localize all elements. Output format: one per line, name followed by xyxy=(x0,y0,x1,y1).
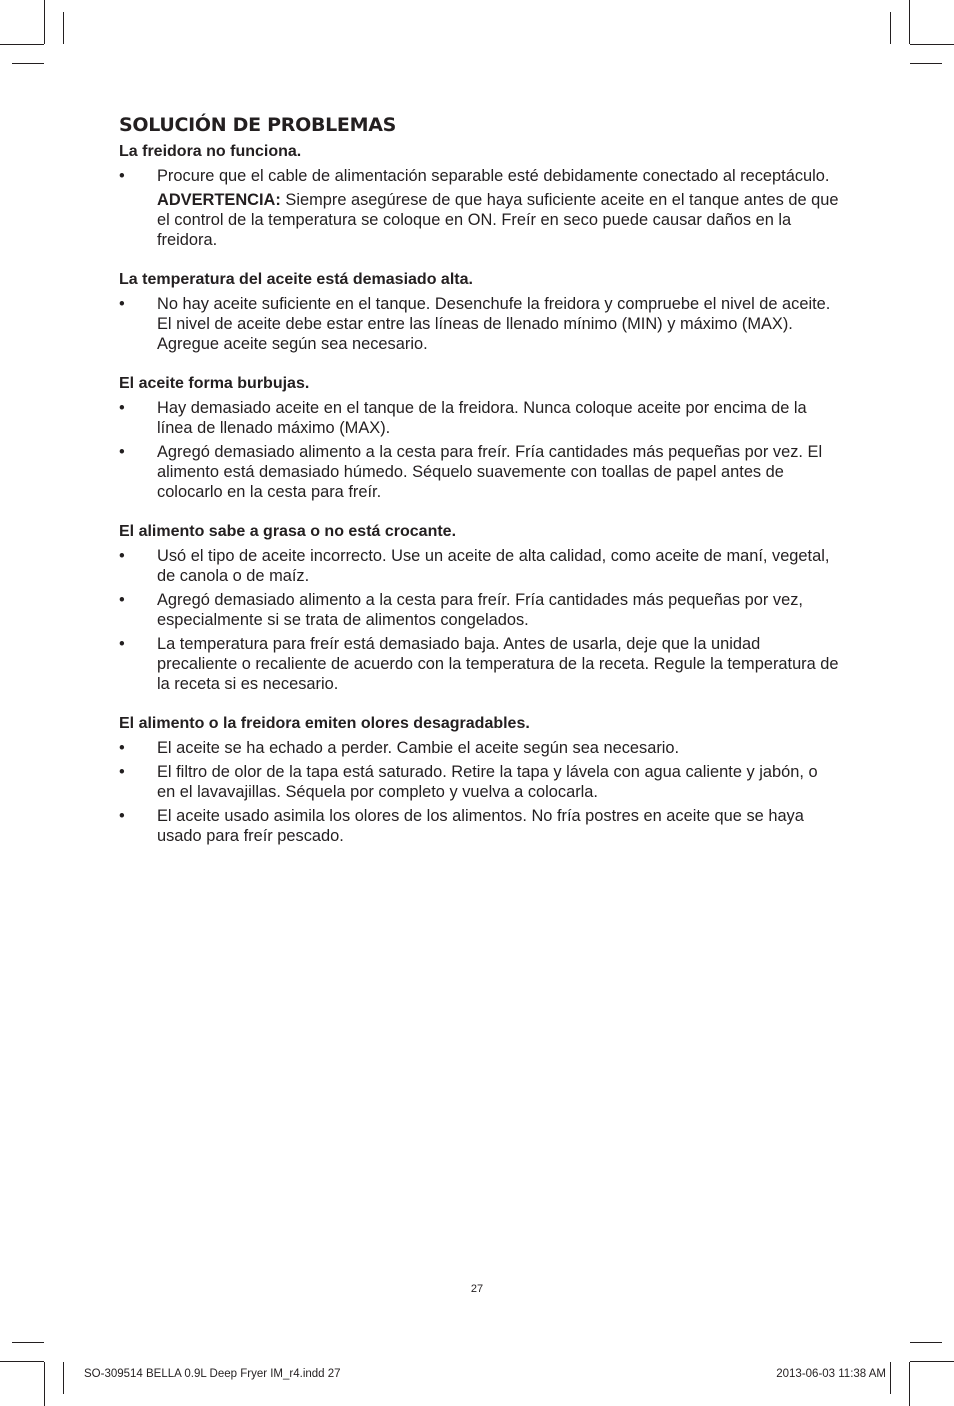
section-oil-bubbles xyxy=(119,374,839,502)
item-text: El aceite se ha echado a perder. Cambie el aceite según sea necesario. xyxy=(157,739,680,757)
crop-mark xyxy=(910,1361,954,1362)
item-text: No hay aceite suficiente en el tanque. Desenchufe la freidora y compruebe el nivel de aceite. El nivel de aceite debe estar entre las líneas de llenado mínimo (MIN) y máximo (MAX). Agregue aceite según sea necesario. xyxy=(157,295,831,353)
section-heading: El alimento o la freidora emiten olores desagradables. xyxy=(119,715,530,732)
bullet: • xyxy=(119,547,125,565)
item-text: El filtro de olor de la tapa está saturado. Retire la tapa y lávela con agua caliente y jabón, o en el lavavajillas. Séquela por completo y vuelva a colocarla. xyxy=(157,763,818,801)
section-oil-too-hot xyxy=(119,270,839,354)
bullet: • xyxy=(119,399,125,417)
list-item xyxy=(119,634,839,694)
warning-text: Siempre asegúrese de que haya suficiente aceite en el tanque antes de que el control de la temperatura se coloque en ON. Freír en seco puede causar daños en la freidora. xyxy=(157,191,839,249)
slug-file-info: SO-309514 BELLA 0.9L Deep Fryer IM_r4.indd 27 xyxy=(84,1368,341,1380)
crop-mark xyxy=(0,44,44,45)
page-content xyxy=(119,113,839,866)
crop-mark xyxy=(63,1362,64,1394)
list-item xyxy=(119,546,839,586)
page-number: 27 xyxy=(470,1283,484,1295)
bullet: • xyxy=(119,167,125,185)
bullet: • xyxy=(119,591,125,609)
crop-mark xyxy=(909,0,910,44)
item-text: El aceite usado asimila los olores de los alimentos. No fría postres en aceite que se haya usado para freír pescado. xyxy=(157,807,804,845)
crop-mark xyxy=(63,12,64,44)
list-item xyxy=(119,442,839,502)
crop-mark xyxy=(12,63,44,64)
bullet: • xyxy=(119,763,125,781)
section-heading: El aceite forma burbujas. xyxy=(119,375,310,392)
section-heading: El alimento sabe a grasa o no está crocante. xyxy=(119,523,457,540)
list-item xyxy=(119,738,839,758)
crop-mark xyxy=(909,1362,910,1406)
crop-mark xyxy=(910,1342,942,1343)
crop-mark xyxy=(910,63,942,64)
section-fryer-not-working xyxy=(119,142,839,250)
bullet: • xyxy=(119,635,125,653)
item-text: Hay demasiado aceite en el tanque de la freidora. Nunca coloque aceite por encima de la línea de llenado máximo (MAX). xyxy=(157,399,807,437)
crop-mark xyxy=(0,1361,44,1362)
crop-mark xyxy=(890,12,891,44)
item-text: Agregó demasiado alimento a la cesta para freír. Fría cantidades más pequeñas por vez, especialmente si se trata de alimentos congelados. xyxy=(157,591,803,629)
list-item xyxy=(119,806,839,846)
crop-mark xyxy=(44,1362,45,1406)
crop-mark xyxy=(44,0,45,44)
warning-note xyxy=(119,190,839,250)
list-item xyxy=(119,590,839,630)
warning-label: ADVERTENCIA: xyxy=(157,191,281,209)
section-heading: La temperatura del aceite está demasiado alta. xyxy=(119,271,473,288)
item-text: Usó el tipo de aceite incorrecto. Use un aceite de alta calidad, como aceite de maní, vegetal, de canola o de maíz. xyxy=(157,547,830,585)
section-greasy-food xyxy=(119,522,839,694)
list-item xyxy=(119,294,839,354)
item-text: Procure que el cable de alimentación separable esté debidamente conectado al receptáculo. xyxy=(157,167,830,185)
list-item xyxy=(119,166,839,186)
slug-timestamp: 2013-06-03 11:38 AM xyxy=(776,1368,886,1380)
crop-mark xyxy=(910,44,954,45)
crop-mark xyxy=(12,1342,44,1343)
item-text: Agregó demasiado alimento a la cesta para freír. Fría cantidades más pequeñas por vez. El alimento está demasiado húmedo. Séquelo suavemente con toallas de papel antes de colocarlo en la cesta para freír. xyxy=(157,443,823,501)
bullet: • xyxy=(119,807,125,825)
section-bad-odors xyxy=(119,714,839,846)
page-title: SOLUCIÓN DE PROBLEMAS xyxy=(119,114,397,136)
section-heading: La freidora no funciona. xyxy=(119,143,302,160)
bullet: • xyxy=(119,739,125,757)
bullet: • xyxy=(119,443,125,461)
crop-mark xyxy=(890,1362,891,1394)
item-text: La temperatura para freír está demasiado baja. Antes de usarla, deje que la unidad precaliente o recaliente de acuerdo con la temperatura de la receta. Regule la temperatura de la receta si es necesario. xyxy=(157,635,839,693)
list-item xyxy=(119,762,839,802)
bullet: • xyxy=(119,295,125,313)
list-item xyxy=(119,398,839,438)
